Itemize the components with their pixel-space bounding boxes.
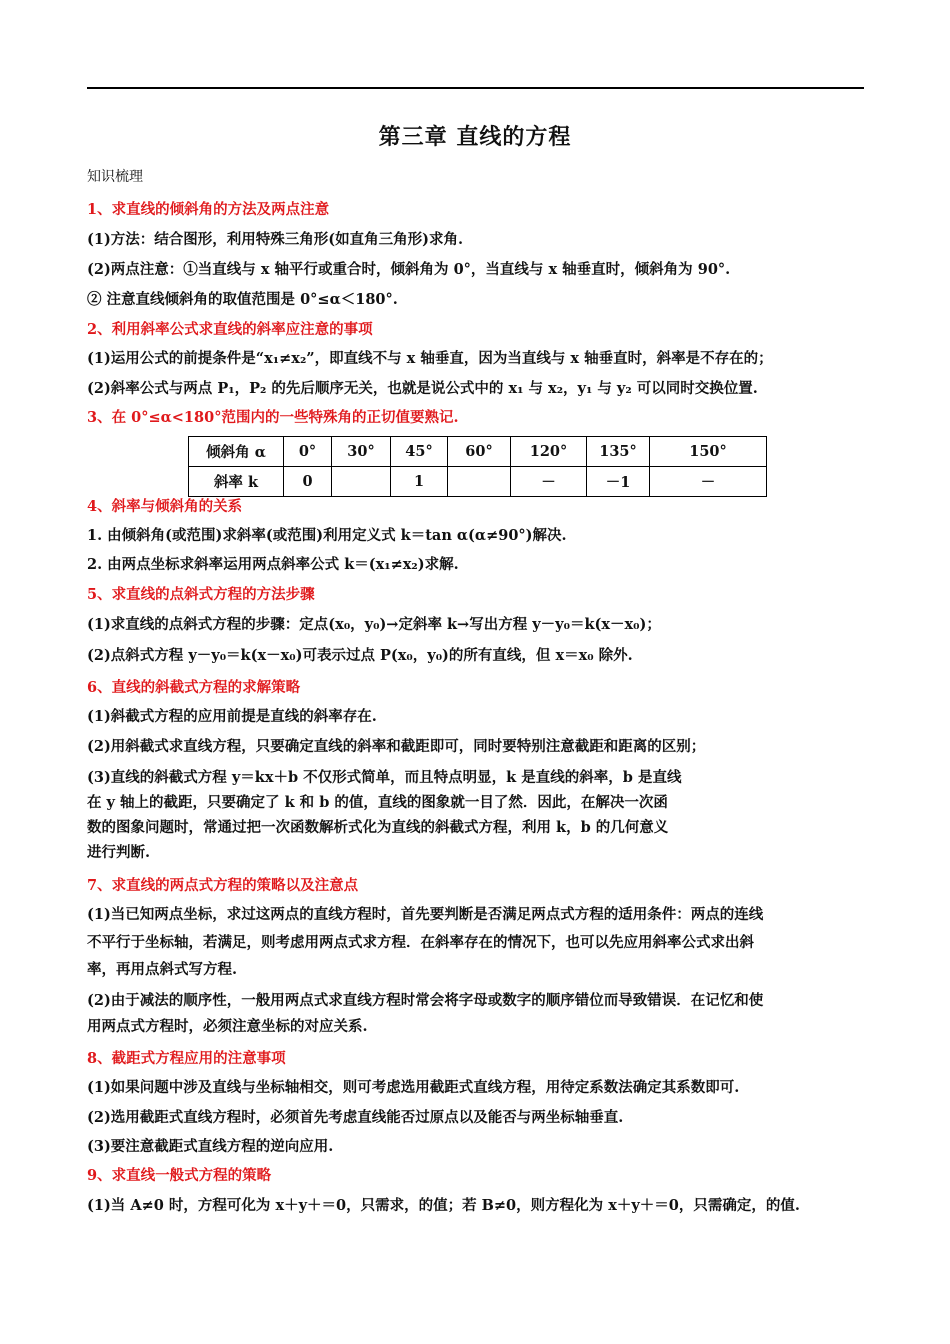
line-23: 不平行于坐标轴，若满足，则考虑用两点式求方程．在斜率存在的情况下，也可以先应用斜率公式求出斜	[87, 934, 754, 951]
table-cell: －	[511, 467, 587, 497]
table-cell: 0	[284, 467, 332, 497]
table-cell	[332, 467, 391, 497]
page-title: 第三章 直线的方程	[378, 124, 572, 150]
table-cell: 斜率 k	[189, 467, 284, 497]
table-cell: 60°	[448, 437, 511, 467]
line-22: (1)当已知两点坐标，求过这两点的直线方程时，首先要判断是否满足两点式方程的适用条件：两点的连线	[87, 906, 764, 923]
table-cell: 倾斜角 α	[189, 437, 284, 467]
line-26: 用两点式方程时，必须注意坐标的对应关系.	[87, 1018, 368, 1035]
table-cell: 135°	[587, 437, 650, 467]
line-9: 1. 由倾斜角(或范围)求斜率(或范围)利用定义式 k＝tan α(α≠90°)解决.	[87, 527, 567, 544]
table-cell: －1	[587, 467, 650, 497]
line-21: 7、求直线的两点式方程的策略以及注意点	[87, 877, 359, 894]
line-18: 在 y 轴上的截距，只要确定了 k 和 b 的值，直线的图象就一目了然．因此，在解决一次函	[87, 794, 668, 811]
line-3: ② 注意直线倾斜角的取值范围是 0°≤α＜180°.	[87, 291, 398, 308]
line-31: 9、求直线一般式方程的策略	[87, 1167, 272, 1184]
line-2: (2)两点注意：①当直线与 x 轴平行或重合时，倾斜角为 0°，当直线与 x 轴垂直时，倾斜角为 90°.	[87, 261, 731, 278]
table-cell: －	[650, 467, 767, 497]
table-cell	[448, 467, 511, 497]
tangent-table	[188, 436, 767, 497]
line-8: 4、斜率与倾斜角的关系	[87, 498, 243, 515]
line-1: (1)方法：结合图形，利用特殊三角形(如直角三角形)求角.	[87, 231, 464, 248]
table-cell: 150°	[650, 437, 767, 467]
line-24: 率，再用点斜式写方程.	[87, 961, 238, 978]
line-7: 3、在 0°≤α<180°范围内的一些特殊角的正切值要熟记.	[87, 409, 459, 426]
line-16: (2)用斜截式求直线方程，只要确定直线的斜率和截距即可，同时要特别注意截距和距离的区别；	[87, 738, 706, 755]
line-32: (1)当 A≠0 时，方程可化为 x＋y＋＝0，只需求，的值；若 B≠0，则方程化为 x＋y＋＝0，只需确定，的值.	[87, 1197, 800, 1214]
line-28: (1)如果问题中涉及直线与坐标轴相交，则可考虑选用截距式直线方程，用待定系数法确定其系数即可.	[87, 1079, 740, 1096]
header-rule	[87, 87, 864, 89]
line-14: 6、直线的斜截式方程的求解策略	[87, 679, 301, 696]
line-20: 进行判断.	[87, 844, 151, 861]
line-29: (2)选用截距式直线方程时，必须首先考虑直线能否过原点以及能否与两坐标轴垂直.	[87, 1109, 624, 1126]
line-15: (1)斜截式方程的应用前提是直线的斜率存在.	[87, 708, 377, 725]
line-4: 2、利用斜率公式求直线的斜率应注意的事项	[87, 321, 373, 338]
line-27: 8、截距式方程应用的注意事项	[87, 1050, 286, 1067]
table-cell: 0°	[284, 437, 332, 467]
table-cell: 120°	[511, 437, 587, 467]
table-row	[189, 437, 767, 467]
line-0: 1、求直线的倾斜角的方法及两点注意	[87, 201, 330, 218]
line-30: (3)要注意截距式直线方程的逆向应用.	[87, 1138, 334, 1155]
line-10: 2. 由两点坐标求斜率运用两点斜率公式 k＝(x₁≠x₂)求解.	[87, 556, 459, 573]
table-cell: 1	[391, 467, 448, 497]
line-12: (1)求直线的点斜式方程的步骤：定点(x₀，y₀)→定斜率 k→写出方程 y－y₀＝k(x－x₀)；	[87, 616, 661, 633]
section-label: 知识梳理	[87, 169, 143, 185]
table-cell: 45°	[391, 437, 448, 467]
line-25: (2)由于减法的顺序性，一般用两点式求直线方程时常会将字母或数字的顺序错位而导致错误．在记忆和使	[87, 992, 764, 1009]
line-13: (2)点斜式方程 y－y₀＝k(x－x₀)可表示过点 P(x₀，y₀)的所有直线，但 x＝x₀ 除外.	[87, 647, 633, 664]
line-5: (1)运用公式的前提条件是“x₁≠x₂”，即直线不与 x 轴垂直，因为当直线与 x 轴垂直时，斜率是不存在的；	[87, 350, 773, 367]
line-6: (2)斜率公式与两点 P₁，P₂ 的先后顺序无关，也就是说公式中的 x₁ 与 x₂，y₁ 与 y₂ 可以同时交换位置.	[87, 380, 758, 397]
line-17: (3)直线的斜截式方程 y＝kx＋b 不仅形式简单，而且特点明显，k 是直线的斜率，b 是直线	[87, 769, 682, 786]
table-row	[189, 467, 767, 497]
line-11: 5、求直线的点斜式方程的方法步骤	[87, 586, 315, 603]
table-cell: 30°	[332, 437, 391, 467]
line-19: 数的图象问题时，常通过把一次函数解析式化为直线的斜截式方程，利用 k，b 的几何意义	[87, 819, 669, 836]
